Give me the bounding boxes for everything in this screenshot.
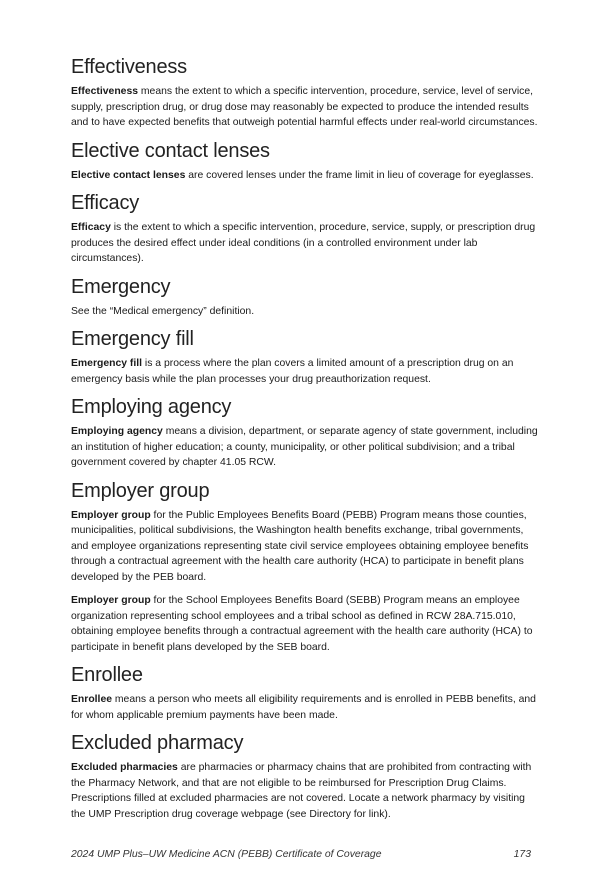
definition-text <box>71 356 539 387</box>
definition-text <box>71 304 539 320</box>
defined-term: Emergency fill <box>71 358 143 369</box>
definition-body: See the “Medical emergency” definition. <box>71 305 255 317</box>
definition-text <box>71 168 539 184</box>
definition-text <box>71 692 539 723</box>
definition-body: for the Public Employees Benefits Board (PEBB) Program means those counties, municipalities, political subdivisions, the Washington health benefits exchange, tribal governments, and employee organizations representing state civil service employees obtaining employee benefits through a contractual agreement with the health care authority (HCA) to participate in benefit plans developed by the PEB board. <box>71 509 529 583</box>
definition-body: is a process where the plan covers a limited amount of a prescription drug on an emergency basis while the plan processes your drug preauthorization request. <box>71 358 514 385</box>
defined-term: Excluded pharmacies <box>71 762 178 773</box>
definition-heading: Employing agency <box>71 396 232 418</box>
definition-body: are covered lenses under the frame limit in lieu of coverage for eyeglasses. <box>185 169 534 181</box>
definition-section <box>71 139 539 184</box>
definition-section <box>71 479 539 656</box>
defined-term: Effectiveness <box>71 86 138 97</box>
definition-body: for the School Employees Benefits Board (SEBB) Program means an employee organization representing school employees and a tribal school as defined in RCW 28A.715.010, obtaining employee benefits through a contractual agreement with the health care authority (HCA) to participate in benefit plans developed by the SEB board. <box>71 595 533 653</box>
definition-text <box>71 84 539 131</box>
definition-text <box>71 220 539 267</box>
defined-term: Elective contact lenses <box>71 169 186 181</box>
definition-body: means a person who meets all eligibility requirements and is enrolled in PEBB benefits, and for whom applicable premium payments have been made. <box>71 694 536 721</box>
definition-body: means the extent to which a specific intervention, procedure, service, level of service, supply, prescription drug, or drug dose may reasonably be expected to produce the intended results and to have expected benefits that outweigh potential harmful effects under real-world circumstances. <box>71 86 538 128</box>
definition-section <box>71 395 539 471</box>
definition-section <box>71 327 539 387</box>
definition-text <box>71 593 539 655</box>
definition-heading: Enrollee <box>71 664 143 686</box>
definition-body: means a division, department, or separate agency of state government, including an institution of higher education; a county, municipality, or other political subdivision; and a tribal government covered by chapter 41.05 RCW. <box>71 426 538 468</box>
definition-heading: Elective contact lenses <box>71 139 270 162</box>
definition-heading: Effectiveness <box>71 56 187 78</box>
definition-heading: Efficacy <box>71 192 140 214</box>
definition-text <box>71 760 539 822</box>
defined-term: Efficacy <box>71 222 111 233</box>
definition-section <box>71 55 539 131</box>
page-footer <box>71 830 531 862</box>
page-number: 173 <box>513 849 531 860</box>
defined-term: Employer group <box>71 509 151 521</box>
definition-body: is the extent to which a specific intervention, procedure, service, supply, or prescription drug produces the desired effect under ideal conditions (in a controlled environment under lab circumstances). <box>71 222 536 264</box>
definition-heading: Emergency <box>71 275 171 298</box>
definition-section <box>71 275 539 320</box>
definition-heading: Emergency fill <box>71 328 194 350</box>
definition-text <box>71 508 539 586</box>
defined-term: Employing agency <box>71 426 163 437</box>
document-body <box>71 55 539 830</box>
definition-heading: Employer group <box>71 479 210 502</box>
footer-title: 2024 UMP Plus–UW Medicine ACN (PEBB) Certificate of Coverage <box>71 849 382 860</box>
definition-section <box>71 731 539 822</box>
defined-term: Enrollee <box>71 694 112 705</box>
defined-term: Employer group <box>71 595 151 606</box>
definition-body: are pharmacies or pharmacy chains that are prohibited from contracting with the Pharmacy Network, and that are not eligible to be reimbursed for Prescription Drug Claims. Prescriptions filled at excluded pharmacies are not covered. Locate a network pharmacy by visiting the UMP Prescription drug coverage webpage (see Directory for link). <box>71 762 532 820</box>
definition-section <box>71 663 539 723</box>
definition-section <box>71 191 539 267</box>
definition-heading: Excluded pharmacy <box>71 732 244 754</box>
definition-text <box>71 424 539 471</box>
